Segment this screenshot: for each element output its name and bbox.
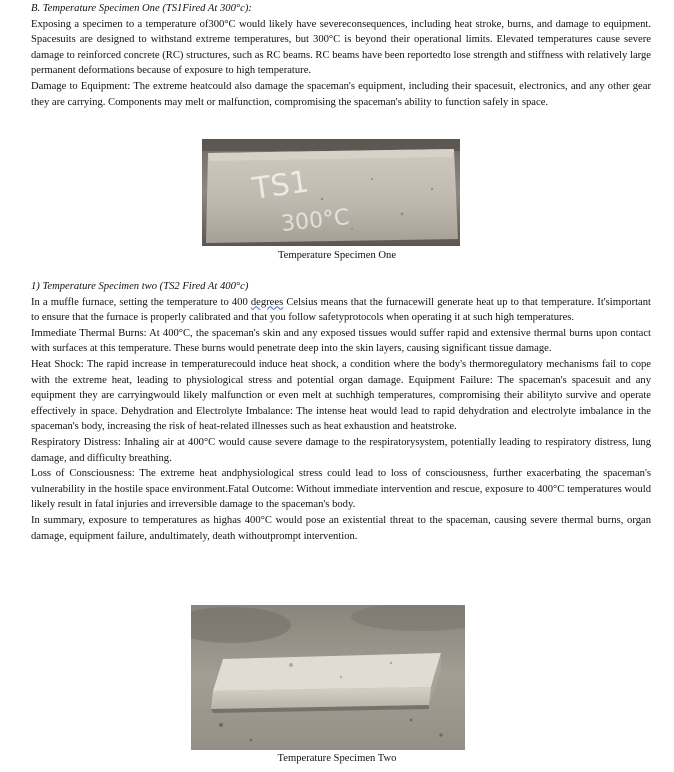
- specimen-two-caption: Temperature Specimen Two: [277, 753, 397, 764]
- section-1-paragraph-1: Immediate Thermal Burns: At 400°C, the spaceman's skin and any exposed tissues would suffer rapid and extensive thermal burns upon contact with surfaces at this temperature. These burns would penetrate deep into the skin layers, causing significant tissue damage.: [31, 327, 651, 355]
- section-1-paragraph-4: Loss of Consciousness: The extreme heat andphysiological stress could lead to loss of consciousness, further exacerbating the spaceman's vulnerability in the hostile space environment.Fatal Outcome: Without immediate intervention and rescue, exposure to 400°C temperatures would likely result in fatal injuries and irreversible damage to the spaceman's body.: [31, 468, 651, 511]
- specimen-two-photo: [191, 605, 465, 750]
- section-b-paragraph-2: Damage to Equipment: The extreme heatcould also damage the spaceman's equipment, including their spacesuit, electronics, and any other gear they are carrying. Components may melt or malfunction, compromising the spaceman's ability to function safely in space.: [31, 80, 651, 108]
- specimen-one-marking-temp: 300°C: [280, 204, 351, 237]
- section-1-paragraph-5: In summary, exposure to temperatures as highas 400°C would pose an existential threat to the spaceman, causing severe thermal burns, organ damage, equipment failure, andultimately, death withoutprompt intervention.: [31, 514, 651, 542]
- spellcheck-flagged-word: degrees: [250, 296, 284, 308]
- section-1-paragraph-3: Respiratory Distress: Inhaling air at 400°C would cause severe damage to the respiratorysystem, potentially leading to respiratory distress, lung damage, and difficulty breathing.: [31, 436, 651, 464]
- section-1-intro: In a muffle furnace, setting the temperature to 400 degrees Celsius means that the furnacewill generate heat up to that temperature. It'simportant to ensure that the furnace is properly calibrated and that you follow safetyprotocols when operating it at such high temperatures.: [31, 296, 651, 324]
- section-b-heading: B. Temperature Specimen One (TS1Fired At 300°c):: [31, 3, 252, 14]
- section-1: [31, 279, 651, 544]
- section-b-paragraph-1: Exposing a specimen to a temperature of300°C would likely have severeconsequences, including heat stroke, burns, and damage to equipment. Spacesuits are designed to withstand extreme temperatures, but 300°C is beyond their operational limits. Elevated temperatures cause severe damage to reinforced concrete (RC) structures, such as RC beams. RC beams have been reportedto lose strength and stiffness with relatively large permanent deformations because of exposure to high temperature.: [31, 18, 651, 77]
- section-b: [31, 1, 651, 110]
- specimen-one-photo: [202, 139, 460, 246]
- section-1-heading: 1) Temperature Specimen two (TS2 Fired At 400°c): [31, 281, 249, 292]
- specimen-one-marking-ts1: TS1: [250, 164, 312, 207]
- section-1-paragraph-2: Heat Shock: The rapid increase in temperaturecould induce heat shock, a condition where the body's thermoregulatory mechanisms fail to cope with the extreme heat, leading to physiological stress and potential organ damage. Equipment Failure: The spaceman's spacesuit and any equipment they are carryingwould likely malfunction or even melt at suchhigh temperatures, compromising their abilityto survive and operate effectively in space. Dehydration and Electrolyte Imbalance: The intense heat would lead to rapid dehydration and electrolyte imbalance in the spaceman's body, increasing the risk of heat-related illnesses such as heat exhaustion and heatstroke.: [31, 358, 651, 433]
- specimen-one-caption: Temperature Specimen One: [277, 250, 397, 261]
